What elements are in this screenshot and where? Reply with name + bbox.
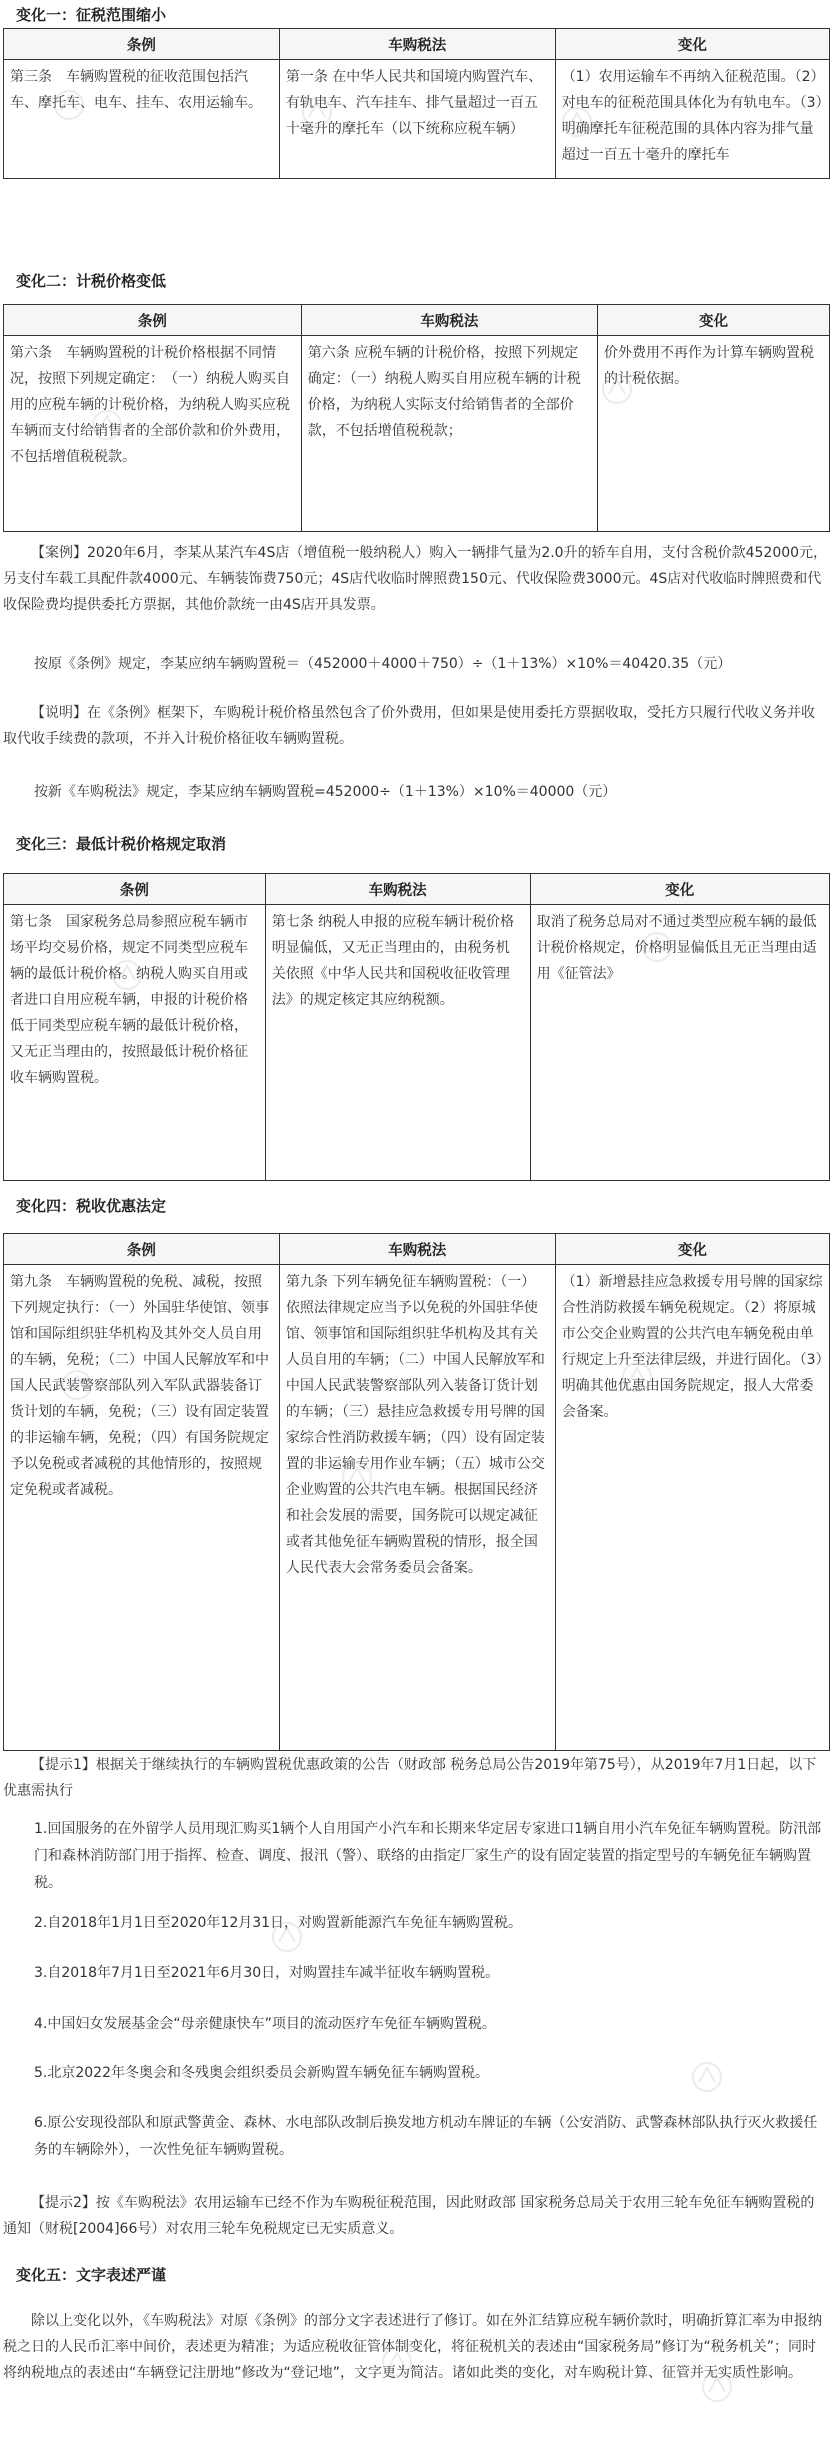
column-header-law: 车购税法 [265,874,530,905]
section-title-1: 变化一：征税范围缩小 [16,6,167,24]
list-item: 5.北京2022年冬奥会和冬残奥会组织委员会新购置车辆免征车辆购置税。 [34,2065,489,2081]
list-item: 4.中国妇女发展基金会“母亲健康快车”项目的流动医疗车免征车辆购置税。 [34,2016,496,2032]
cell-regulation: 第九条 车辆购置税的免税、减税，按照下列规定执行：（一）外国驻华使馆、领事馆和国际组织驻华机构及其外交人员自用的车辆，免税；（二）中国人民解放军和中国人民武装警察部队列入军队武器装备订货计划的车辆，免税；（三）设有固定装置的非运输车辆，免税；（四）有国务院规定予以免税或者减税的其他情形的，按照规定免税或者减税。 [4,1265,280,1751]
column-header-law: 车购税法 [279,1234,555,1265]
cell-law: 第九条 下列车辆免征车辆购置税：（一）依照法律规定应当予以免税的外国驻华使馆、领事馆和国际组织驻华机构及其有关人员自用的车辆；（二）中国人民解放军和中国人民武装警察部队列入装备订货计划的车辆；（三）悬挂应急救援专用号牌的国家综合性消防救援车辆；（四）设有固定装置的非运输专用作业车辆；（五）城市公交企业购置的公共汽电车辆。根据国民经济和社会发展的需要，国务院可以规定减征或者其他免征车辆购置税的情形，报全国人民代表大会常务委员会备案。 [279,1265,555,1751]
tip-2: 【提示2】按《车购税法》农用运输车已经不作为车购税征税范围，因此财政部 国家税务总局关于农用三轮车免征车辆购置税的通知（财税[2004]66号）对农用三轮车免税规定已无实质意义。 [3,2195,815,2237]
column-header-change: 变化 [530,874,829,905]
column-header-regulation: 条例 [4,29,280,60]
section-title-3: 变化三：最低计税价格规定取消 [16,835,227,853]
column-header-change: 变化 [555,29,829,60]
list-item: 3.自2018年7月1日至2021年6月30日，对购置挂车减半征收车辆购置税。 [34,1965,500,1981]
note-paragraph: 【说明】在《条例》框架下，车购税计税价格虽然包含了价外费用，但如果是使用委托方票据收取，受托方只履行代收义务并收取代收手续费的款项，不并入计税价格征收车辆购置税。 [3,705,815,747]
cell-law: 第六条 应税车辆的计税价格，按照下列规定确定：（一）纳税人购买自用应税车辆的计税价格，为纳税人实际支付给销售者的全部价款，不包括增值税税款； [301,336,597,532]
table-scope [3,28,830,179]
table-min-price [3,873,830,1181]
cell-change: 价外费用不再作为计算车辆购置税的计税依据。 [598,336,830,532]
table-row [4,60,830,179]
cell-regulation: 第七条 国家税务总局参照应税车辆市场平均交易价格，规定不同类型应税车辆的最低计税价格。纳税人购买自用或者进口自用应税车辆，申报的计税价格低于同类型应税车辆的最低计税价格，又无正当理由的，按照最低计税价格征收车辆购置税。 [4,905,266,1181]
column-header-regulation: 条例 [4,1234,280,1265]
cell-regulation: 第六条 车辆购置税的计税价格根据不同情况，按照下列规定确定： （一）纳税人购买自用的应税车辆的计税价格，为纳税人购买应税车辆而支付给销售者的全部价款和价外费用，不包括增值税税款。 [4,336,302,532]
section-title-2: 变化二：计税价格变低 [16,272,167,290]
table-price [3,304,830,532]
case-paragraph: 【案例】2020年6月，李某从某汽车4S店（增值税一般纳税人）购入一辆排气量为2.0升的轿车自用，支付含税价款452000元，另支付车载工具配件款4000元、车辆装饰费750元；4S店代收临时牌照费150元、代收保险费3000元。4S店对代收临时牌照费和代收保险费均提供委托方票据，其他价款统一由4S店开具发票。 [3,545,828,613]
table-row [4,905,830,1181]
table-preferences [3,1233,830,1751]
cell-change: （1）农用运输车不再纳入征税范围。（2）对电车的征税范围具体化为有轨电车。（3）明确摩托车征税范围的具体内容为排气量超过一百五十毫升的摩托车 [555,60,829,179]
cell-law: 第一条 在中华人民共和国境内购置汽车、有轨电车、汽车挂车、排气量超过一百五十毫升的摩托车（以下统称应税车辆） [279,60,555,179]
table-header-row [4,1234,830,1265]
section-5-body: 除以上变化以外，《车购税法》对原《条例》的部分文字表述进行了修订。如在外汇结算应税车辆价款时，明确折算汇率为申报纳税之日的人民币汇率中间价，表述更为精准；为适应税收征管体制变化，将征税机关的表述由“国家税务局”修订为“税务机关”；同时将纳税地点的表述由“车辆登记注册地”修改为“登记地”，文字更为简洁。诸如此类的变化，对车购税计算、征管并无实质性影响。 [3,2313,822,2381]
table-row [4,1265,830,1751]
table-row [4,336,830,532]
cell-change: （1）新增悬挂应急救援专用号牌的国家综合性消防救援车辆免税规定。（2）将原城市公交企业购置的公共汽电车辆免税由单行规定上升至法律层级，并进行固化。（3）明确其他优惠由国务院规定，报人大常委会备案。 [555,1265,829,1751]
column-header-law: 车购税法 [279,29,555,60]
section-title-4: 变化四：税收优惠法定 [16,1197,167,1215]
table-header-row [4,29,830,60]
column-header-regulation: 条例 [4,305,302,336]
table-header-row [4,874,830,905]
section-title-5: 变化五：文字表述严谨 [16,2266,167,2284]
cell-change: 取消了税务总局对不通过类型应税车辆的最低计税价格规定，价格明显偏低且无正当理由适用《征管法》 [530,905,829,1181]
tip-1: 【提示1】根据关于继续执行的车辆购置税优惠政策的公告（财政部 税务总局公告2019年第75号），从2019年7月1日起，以下优惠需执行 [3,1757,817,1799]
column-header-change: 变化 [598,305,830,336]
calculation-original: 按原《条例》规定，李某应纳车辆购置税＝（452000＋4000＋750）÷（1＋13%）×10%＝40420.35（元） [34,656,732,672]
column-header-change: 变化 [555,1234,829,1265]
column-header-law: 车购税法 [301,305,597,336]
table-header-row [4,305,830,336]
cell-law: 第七条 纳税人申报的应税车辆计税价格明显偏低，又无正当理由的，由税务机关依照《中华人民共和国税收征收管理法》的规定核定其应纳税额。 [265,905,530,1181]
calculation-new: 按新《车购税法》规定，李某应纳车辆购置税=452000÷（1＋13%）×10%＝40000（元） [34,784,617,800]
list-item: 2.自2018年1月1日至2020年12月31日，对购置新能源汽车免征车辆购置税。 [34,1915,523,1931]
cell-regulation: 第三条 车辆购置税的征收范围包括汽车、摩托车、电车、挂车、农用运输车。 [4,60,280,179]
list-item: 6.原公安现役部队和原武警黄金、森林、水电部队改制后换发地方机动车牌证的车辆（公安消防、武警森林部队执行灭火救援任务的车辆除外），一次性免征车辆购置税。 [34,2115,818,2158]
column-header-regulation: 条例 [4,874,266,905]
list-item: 1.回国服务的在外留学人员用现汇购买1辆个人自用国产小汽车和长期来华定居专家进口1辆自用小汽车免征车辆购置税。防汛部门和森林消防部门用于指挥、检查、调度、报汛（警）、联络的由指定厂家生产的设有固定装置的指定型号的车辆免征车辆购置税。 [34,1821,822,1891]
